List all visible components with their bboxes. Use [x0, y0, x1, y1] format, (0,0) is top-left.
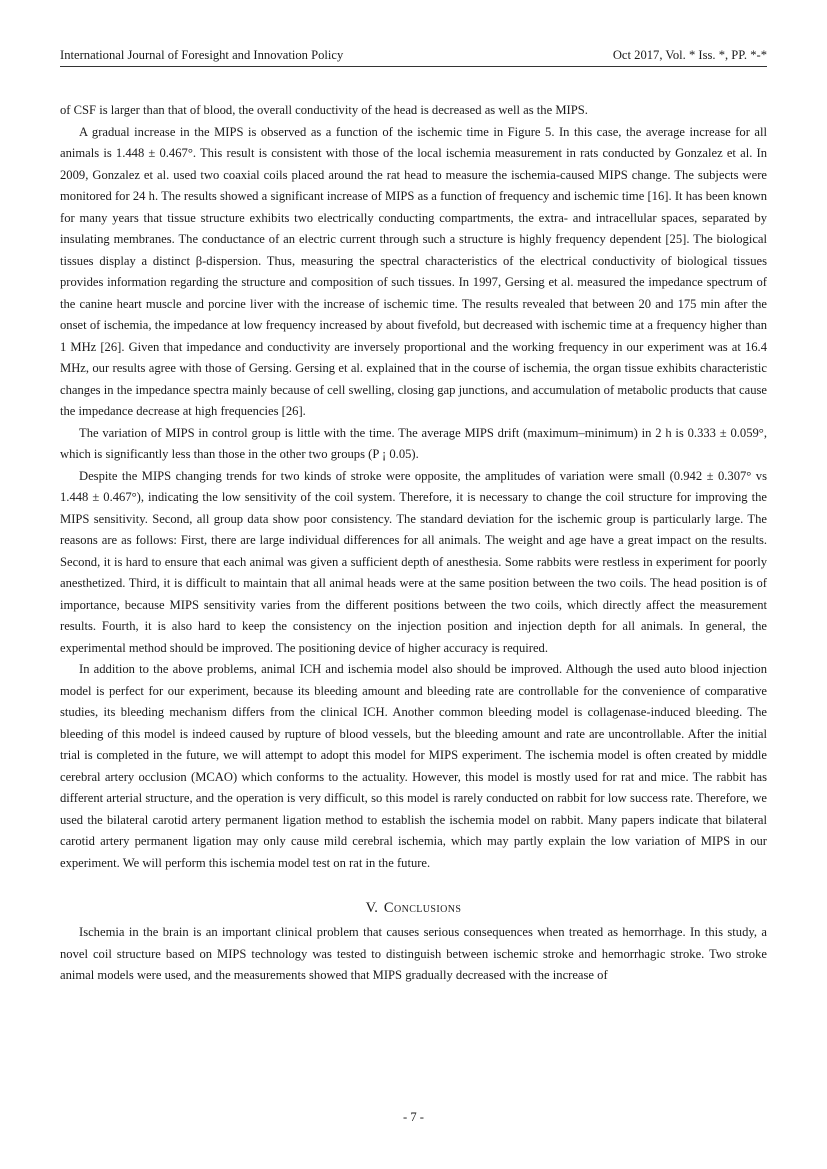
paragraph: Ischemia in the brain is an important clinical problem that causes serious consequences when treated as hemorrhage. In this study, a novel coil structure based on MIPS technology was tested to distinguish between ischemic stroke and hemorrhagic stroke. Two stroke animal models were used, and the measurements showed that MIPS gradually decreased with the increase of — [60, 925, 767, 982]
paragraph: In addition to the above problems, animal ICH and ischemia model also should be improved. Although the used auto blood injection model is perfect for our experiment, because its bleeding amount and bleeding rate are controllable for the convenience of comparative studies, its bleeding mechanism differs from the clinical ICH. Another common bleeding model is collagenase-induced bleeding. The bleeding of this model is indeed caused by rupture of blood vessels, but the bleeding amount and rate are uncontrollable. After the initial trial is completed in the future, we will attempt to adopt this model for MIPS experiment. The ischemia model is often created by middle cerebral artery occlusion (MCAO) which conforms to the actuality. However, this model is mostly used for rat and mice. The rabbit has different arterial structure, and the operation is very difficult, so this model is rarely conducted on rabbit for low success rate. Therefore, we used the bilateral carotid artery permanent ligation method to establish the ischemia model on rabbit. Many papers indicate that bilateral carotid artery permanent ligation may only cause mild cerebral ischemia, which may partly explain the low variation of MIPS in our experiment. We will perform this ischemia model test on rat in the future. — [60, 662, 767, 870]
journal-name: International Journal of Foresight and Innovation Policy — [60, 48, 344, 62]
paragraph: of CSF is larger than that of blood, the overall conductivity of the head is decreased as well as the MIPS. — [60, 103, 588, 117]
section-heading — [60, 896, 767, 920]
paragraph: Despite the MIPS changing trends for two kinds of stroke were opposite, the amplitudes of variation were small (0.942 ± 0.307° vs 1.448 ± 0.467°), indicating the low sensitivity of the coil system. Therefore, it is necessary to change the coil structure for improving the MIPS sensitivity. Second, all group data show poor consistency. The standard deviation for the ischemic group is particularly large. The reasons are as follows: First, there are large individual differences for all animals. The weight and age have a great impact on the results. Second, it is hard to ensure that each animal was given a sufficient depth of anesthesia. Some rabbits were restless in experiment for poorly anesthetized. Third, it is difficult to maintain that all animal heads were at the same position between the two coils. The head position is of importance, because MIPS sensitivity varies from the different positions between the two coils, which directly affect the measurement results. Fourth, it is also hard to keep the consistency on the injection position and injection depth for all animals. In general, the experimental method should be improved. The positioning device of higher accuracy is required. — [60, 468, 767, 655]
article-body — [60, 100, 767, 987]
paragraph: A gradual increase in the MIPS is observed as a function of the ischemic time in Figure 5. In this case, the average increase for all animals is 1.448 ± 0.467°. This result is consistent with those of the local ischemia measurement in rats conducted by Gonzalez et al. In 2009, Gonzalez et al. used two coaxial coils placed around the rat head to measure the ischemia-caused MIPS change. The subjects were monitored for 24 h. The results showed a significant increase of MIPS as a function of frequency and ischemic time [16]. It has been known for many years that tissue structure exhibits two electrically conducting compartments, the extra- and intracellular spaces, separated by insulating membranes. The conductance of an electric current through such a structure is highly frequency dependent [25]. The biological tissues display a distinct β-dispersion. Thus, measuring the spectral characteristics of the electrical conductivity of biological tissues provides information regarding the structure and composition of such tissues. In 1997, Gersing et al. measured the impedance spectrum of the canine heart muscle and porcine liver with the increase of ischemic time. The results revealed that between 20 and 175 min after the onset of ischemia, the impedance at low frequency increased by about fivefold, but decreased with ischemic time at a frequency higher than 1 MHz [26]. Given that impedance and conductivity are inversely proportional and the working frequency in our experiment was at 16.4 MHz, our results agree with those of Gersing. Gersing et al. explained that in the course of ischemia, the organ tissue exhibits characteristic changes in the impedance spectra mainly because of cell swelling, closing gap junctions, and accumulation of metabolic products that cause the impedance decrease at high frequencies [26]. — [60, 124, 767, 418]
section-number: V. — [365, 900, 378, 916]
running-header — [60, 46, 767, 67]
page-number: - 7 - — [403, 1110, 424, 1124]
section-title: Conclusions — [383, 900, 462, 916]
issue-info: Oct 2017, Vol. * Iss. *, PP. *-* — [612, 48, 767, 62]
paragraph: The variation of MIPS in control group is little with the time. The average MIPS drift (maximum–minimum) in 2 h is 0.333 ± 0.059°, which is significantly less than those in the other two groups (P ¡ 0.05). — [60, 425, 767, 461]
